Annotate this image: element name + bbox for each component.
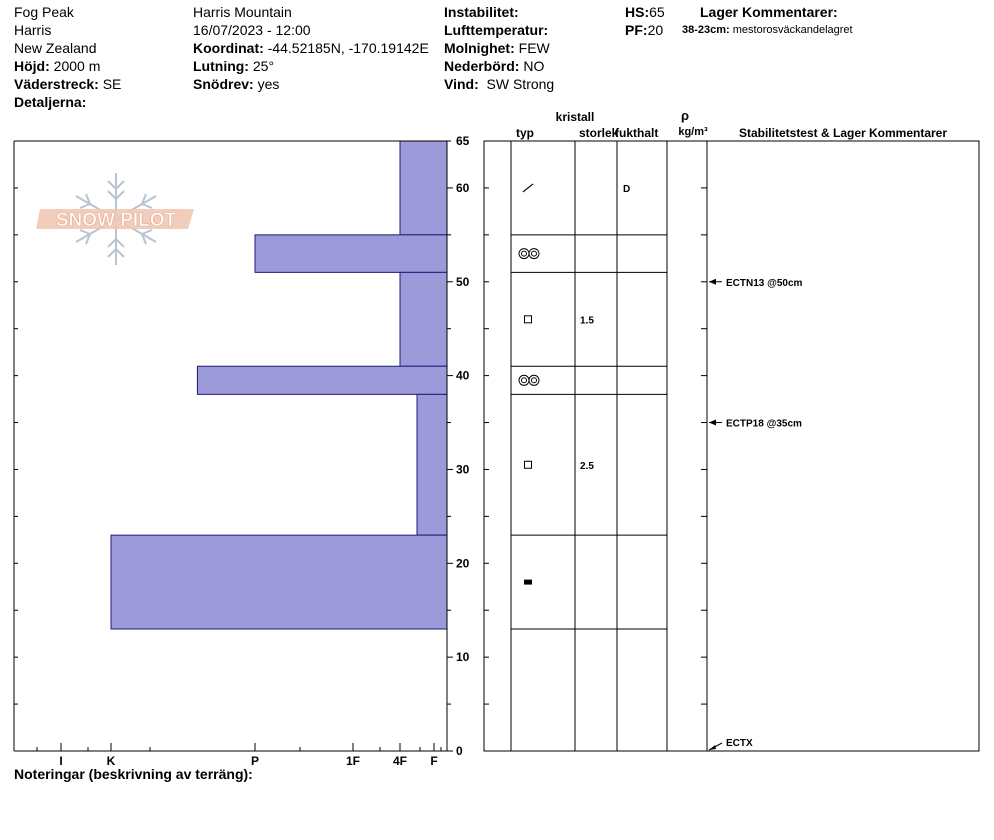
grain-faceted-icon xyxy=(525,316,532,323)
header-stability: Stabilitetstest & Lager Kommentarer xyxy=(738,126,948,140)
location-name: Fog Peak xyxy=(14,4,74,20)
hs-value: 65 xyxy=(649,4,665,20)
depth-tick-label: 50 xyxy=(456,274,470,289)
header-fukthalt: fukthalt xyxy=(615,126,659,140)
layer-table xyxy=(484,108,979,751)
grain-melt-freeze-icon xyxy=(522,251,527,256)
grain-melt-freeze-icon xyxy=(519,249,529,259)
moisture-label: D xyxy=(623,183,631,195)
hardness-bar xyxy=(400,272,447,366)
aspect-label: Väderstreck: xyxy=(14,76,99,92)
grain-ice-icon xyxy=(524,580,532,585)
air-temp-label: Lufttemperatur: xyxy=(444,22,549,38)
grain-decomposing-icon xyxy=(523,184,533,192)
hardness-bar xyxy=(400,141,447,235)
aspect-value: SE xyxy=(102,76,122,92)
sky-value: FEW xyxy=(518,40,550,56)
stability-test-label: ECTN13 @50cm xyxy=(726,277,803,289)
elevation-value: 2000 m xyxy=(53,58,101,74)
hardness-tick-label: P xyxy=(250,754,260,768)
hardness-bar xyxy=(255,235,447,273)
stability-arrow-head xyxy=(709,745,716,750)
hardness-tick-label: 4F xyxy=(392,754,408,768)
depth-tick-label: 0 xyxy=(456,744,463,758)
layer-comment-text: mestorosväckandelagret xyxy=(732,24,853,36)
grain-melt-freeze-icon xyxy=(532,378,537,383)
logo-text: SNOW PILOT xyxy=(55,210,177,231)
slope-value: 25° xyxy=(252,58,275,74)
grain-melt-freeze-icon xyxy=(532,251,537,256)
table-border xyxy=(484,141,979,751)
stability-test-label: ECTP18 @35cm xyxy=(726,418,802,430)
grain-melt-freeze-icon xyxy=(529,249,539,259)
elevation-label: Höjd: xyxy=(14,58,50,74)
hardness-bar xyxy=(197,366,447,394)
country-name: New Zealand xyxy=(14,40,97,56)
notes-label: Noteringar (beskrivning av terräng): xyxy=(14,766,253,782)
depth-tick-label: 60 xyxy=(456,180,470,195)
instability-label: Instabilitet: xyxy=(444,4,519,20)
grain-faceted-icon xyxy=(525,461,532,468)
pf-label: PF: xyxy=(625,22,648,38)
wind-value: SW Strong xyxy=(486,76,555,92)
stability-arrow-head xyxy=(709,420,716,426)
hardness-bar xyxy=(111,535,447,629)
grain-size-label: 1.5 xyxy=(580,315,594,327)
slope-label: Lutning: xyxy=(193,58,249,74)
mountain-name: Harris Mountain xyxy=(193,4,292,20)
coord-label: Koordinat: xyxy=(193,40,264,56)
hardness-tick-label: I xyxy=(59,754,63,768)
depth-tick-label: 65 xyxy=(456,134,470,148)
hardness-tick-label: 1F xyxy=(345,754,361,768)
pf-value: 20 xyxy=(647,22,664,38)
drift-label: Snödrev: xyxy=(193,76,254,92)
sky-label: Molnighet: xyxy=(444,40,515,56)
hs-label: HS: xyxy=(625,4,650,20)
grain-melt-freeze-icon xyxy=(529,375,539,385)
depth-tick-label: 30 xyxy=(456,462,470,477)
header-rho: ρ xyxy=(680,108,690,123)
wind-label: Vind: xyxy=(444,76,479,92)
grain-melt-freeze-icon xyxy=(522,378,527,383)
depth-tick-label: 40 xyxy=(456,368,470,383)
range-name: Harris xyxy=(14,22,52,38)
depth-tick-label: 10 xyxy=(456,650,470,665)
datetime: 16/07/2023 - 12:00 xyxy=(193,22,311,38)
header-storlek: storlek xyxy=(579,126,619,140)
hardness-tick-label: F xyxy=(430,754,438,768)
layer-comment-range: 38-23cm: xyxy=(682,24,730,36)
details-label: Detaljerna: xyxy=(14,94,87,110)
coord-value: -44.52185N, -170.19142E xyxy=(267,40,429,56)
grain-size-label: 2.5 xyxy=(580,460,594,472)
drift-value: yes xyxy=(257,76,280,92)
precip-value: NO xyxy=(523,58,545,74)
header-typ: typ xyxy=(516,126,534,140)
hardness-tick-label: K xyxy=(106,754,116,768)
depth-tick-label: 20 xyxy=(456,556,470,571)
layer-comments-title: Lager Kommentarer: xyxy=(700,4,838,20)
grain-melt-freeze-icon xyxy=(519,375,529,385)
stability-arrow-head xyxy=(709,279,716,285)
stability-test-label: ECTX xyxy=(726,738,753,749)
header-kristall: kristall xyxy=(555,110,595,124)
hardness-bar xyxy=(417,394,447,535)
snow-pilot-logo xyxy=(36,209,194,231)
precip-label: Nederbörd: xyxy=(444,58,520,74)
header-density-unit: kg/m³ xyxy=(678,126,708,138)
